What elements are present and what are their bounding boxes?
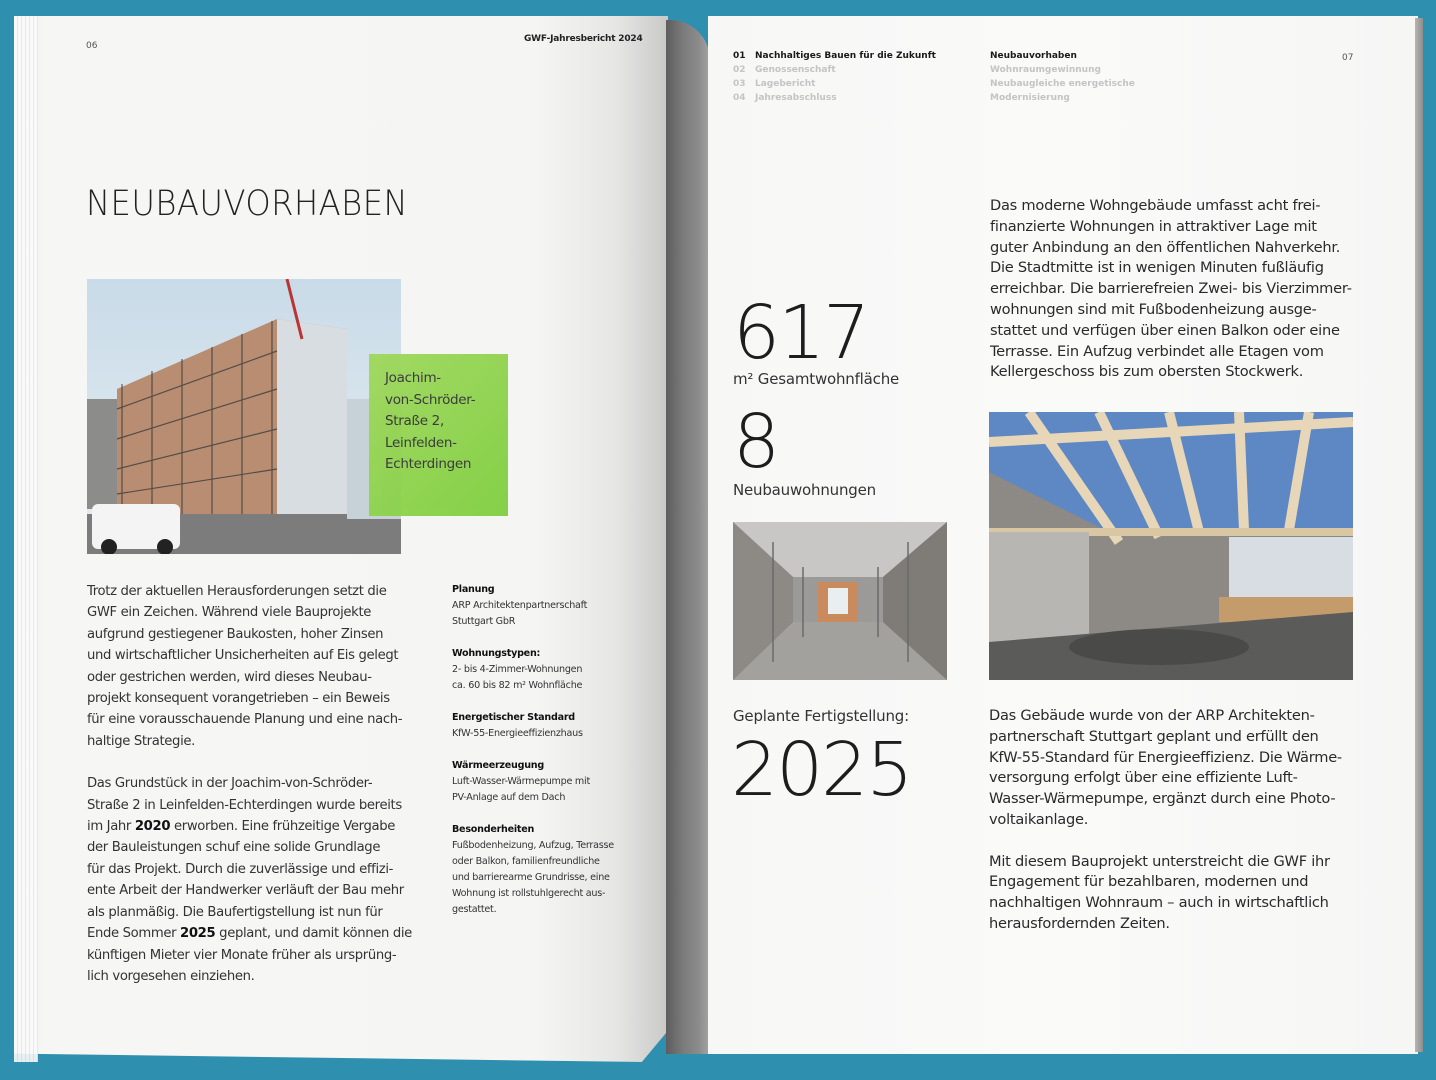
text-line: für das Projekt. Durch die zuverlässige und effizi- <box>87 861 394 877</box>
text-line: nachhaltigen Wohnraum – auch in wirtschaftlich <box>989 894 1329 912</box>
fact-title: Planung <box>452 584 495 595</box>
section-item-neubauvorhaben[interactable] <box>990 49 1135 63</box>
chapter-number: 04 <box>733 93 746 103</box>
text-line: partnerschaft Stuttgart geplant und erfüllt den <box>989 727 1319 745</box>
attic-photo <box>989 412 1353 680</box>
project-facts <box>452 582 622 934</box>
page-title: NEUBAUVORHABEN <box>86 184 409 224</box>
fact-waermeerzeugung <box>452 758 622 806</box>
fact-value: Luft-Wasser-Wärmepumpe mit <box>452 776 590 787</box>
text-line: für eine vorausschauende Planung und eine nach- <box>87 712 403 728</box>
address-line: Joachim- <box>385 370 441 386</box>
right-body-intro <box>990 196 1360 383</box>
fact-value: und barrierearme Grundrisse, eine <box>452 872 610 883</box>
paragraph-architecture <box>989 706 1359 831</box>
stat-value-area: 617 <box>733 290 869 376</box>
text-line: guter Anbindung an den öffentlichen Nahverkehr. <box>990 238 1341 256</box>
fact-energetischer-standard <box>452 710 622 742</box>
text-line: Kellergeschoss bis zum obersten Stockwerk. <box>990 363 1304 381</box>
fact-title: Wärmeerzeugung <box>452 760 545 771</box>
page-number-right: 07 <box>1342 53 1354 63</box>
text-line: wohnungen sind mit Fußbodenheizung ausge- <box>990 300 1317 318</box>
chapter-item-03[interactable] <box>733 77 936 91</box>
fact-value: Stuttgart GbR <box>452 616 516 627</box>
interior-photo-image <box>733 522 947 680</box>
chapter-label: Genossenschaft <box>755 65 836 75</box>
section-item-wohnraumgewinnung[interactable] <box>990 63 1135 77</box>
address-line: Leinfelden- <box>385 434 457 451</box>
section-item-modernisierung[interactable] <box>990 91 1135 105</box>
fact-value: 2- bis 4-Zimmer-Wohnungen <box>452 664 583 675</box>
text-line: stattet und verfügen über einen Balkon oder eine <box>990 321 1340 339</box>
text-line: finanzierte Wohnungen in attraktiver Lage mit <box>990 217 1317 235</box>
chapter-label: Lagebericht <box>755 79 816 89</box>
section-label: Wohnraumgewinnung <box>990 65 1101 75</box>
fact-besonderheiten <box>452 822 622 918</box>
chapter-label: Jahresabschluss <box>755 93 837 103</box>
section-item-energetische[interactable] <box>990 77 1135 91</box>
text-line: versorgung erfolgt über eine effiziente Luft- <box>989 769 1298 787</box>
completion-label: Geplante Fertigstellung: <box>733 707 909 725</box>
text-line: oder gestrichen werden, wird dieses Neubau- <box>87 669 372 685</box>
text-line: Das Gebäude wurde von der ARP Architekten- <box>989 707 1315 724</box>
text-line: Engagement für bezahlbaren, modernen und <box>989 873 1309 891</box>
fact-value: Fußbodenheizung, Aufzug, Terrasse <box>452 840 614 851</box>
section-nav <box>990 49 1135 105</box>
text-line: lich vorgesehen einziehen. <box>87 968 255 984</box>
text-line: künftigen Mieter vier Monate früher als ursprüng- <box>87 947 397 963</box>
fact-value: Wohnung ist rollstuhlgerecht aus- <box>452 888 606 899</box>
running-head: GWF-Jahresbericht 2024 <box>524 34 643 44</box>
stat-value-units: 8 <box>733 399 779 485</box>
paragraph-intro <box>87 581 417 752</box>
text-line: der Bauleistungen schuf eine solide Grundlage <box>87 840 381 856</box>
text-line: aufgrund gestiegener Baukosten, hoher Zinsen <box>87 626 384 642</box>
text-line: voltaikanlage. <box>989 810 1089 828</box>
address-callout <box>369 354 508 516</box>
completion-year: 2025 <box>731 727 912 813</box>
chapter-item-01[interactable] <box>733 49 936 63</box>
text-line: im Jahr 2020 erworben. Eine frühzeitige Vergabe <box>87 819 396 835</box>
attic-photo-image <box>989 412 1353 680</box>
text-line: Mit diesem Bauprojekt unterstreicht die GWF ihr <box>989 852 1330 870</box>
section-label: Neubauvorhaben <box>990 51 1077 61</box>
text-line: projekt konsequent vorangetrieben – ein Beweis <box>87 691 390 707</box>
page-edges <box>14 16 38 1062</box>
fact-planung <box>452 582 622 630</box>
text-line: Trotz der aktuellen Herausforderungen setzt die <box>87 584 387 599</box>
fact-value: ca. 60 bis 82 m² Wohnfläche <box>452 680 583 691</box>
stat-label-area: m² Gesamtwohnfläche <box>733 370 900 388</box>
section-label: Neubaugleiche energetische <box>990 79 1135 89</box>
text-line: herausfordernden Zeiten. <box>989 914 1170 932</box>
fact-title: Besonderheiten <box>452 824 535 835</box>
fact-title: Energetischer Standard <box>452 712 575 723</box>
text-line: Wasser-Wärmepumpe, ergänzt durch eine Photo- <box>989 790 1336 808</box>
paragraph-site <box>87 773 417 987</box>
text-line: Das Grundstück in der Joachim-von-Schröder- <box>87 776 373 792</box>
interior-photo <box>733 522 947 680</box>
text-line: Das moderne Wohngebäude umfasst acht frei- <box>990 197 1321 214</box>
right-page-edges <box>1415 18 1423 1052</box>
chapter-label: Nachhaltiges Bauen für die Zukunft <box>755 51 936 61</box>
text-line: ente Arbeit der Handwerker verläuft der Bau mehr <box>87 883 404 899</box>
chapter-nav <box>733 49 936 105</box>
text-line: erreichbar. Die barrierefreien Zwei- bis Vierzimmer- <box>990 280 1352 298</box>
chapter-number: 03 <box>733 79 746 89</box>
text-line: und wirtschaftlicher Unsicherheiten auf Eis gelegt <box>87 648 399 664</box>
chapter-item-04[interactable] <box>733 91 936 105</box>
fact-value: oder Balkon, familienfreundliche <box>452 856 600 867</box>
address-line: Echterdingen <box>385 456 472 472</box>
fact-value: KfW-55-Energieeffizienzhaus <box>452 728 583 739</box>
address-line: Straße 2, <box>385 413 444 429</box>
right-body-outro <box>989 706 1359 956</box>
fact-title: Wohnungstypen: <box>452 648 541 659</box>
text-line: Straße 2 in Leinfelden-Echterdingen wurde bereits <box>87 797 402 813</box>
fact-value: PV-Anlage auf dem Dach <box>452 792 566 803</box>
text-line: Die Stadtmitte ist in wenigen Minuten fußläufig <box>990 259 1324 277</box>
building-photo <box>87 279 401 554</box>
chapter-number: 02 <box>733 65 746 75</box>
fact-value: gestattet. <box>452 904 497 915</box>
fact-value: ARP Architektenpartnerschaft <box>452 600 588 611</box>
stat-label-units: Neubauwohnungen <box>733 481 876 499</box>
text-line: Ende Sommer 2025 geplant, und damit können die <box>87 926 412 942</box>
text-line: haltige Strategie. <box>87 733 195 749</box>
paragraph-commitment <box>989 852 1359 935</box>
page-number-left: 06 <box>86 41 98 51</box>
building-photo-image <box>87 279 401 554</box>
left-body-text <box>87 581 417 1008</box>
text-line: GWF ein Zeichen. Während viele Bauprojekte <box>87 605 372 621</box>
chapter-number: 01 <box>733 51 746 61</box>
text-line: KfW-55-Standard für Energieeffizienz. Die Wärme- <box>989 748 1342 766</box>
fact-wohnungstypen <box>452 646 622 694</box>
text-line: Terrasse. Ein Aufzug verbindet alle Etagen vom <box>990 342 1324 360</box>
address-line: von-Schröder- <box>385 391 476 408</box>
spine-shadow <box>666 20 710 1054</box>
chapter-item-02[interactable] <box>733 63 936 77</box>
section-label: Modernisierung <box>990 93 1070 103</box>
text-line: als planmäßig. Die Baufertigstellung ist nun für <box>87 904 383 920</box>
